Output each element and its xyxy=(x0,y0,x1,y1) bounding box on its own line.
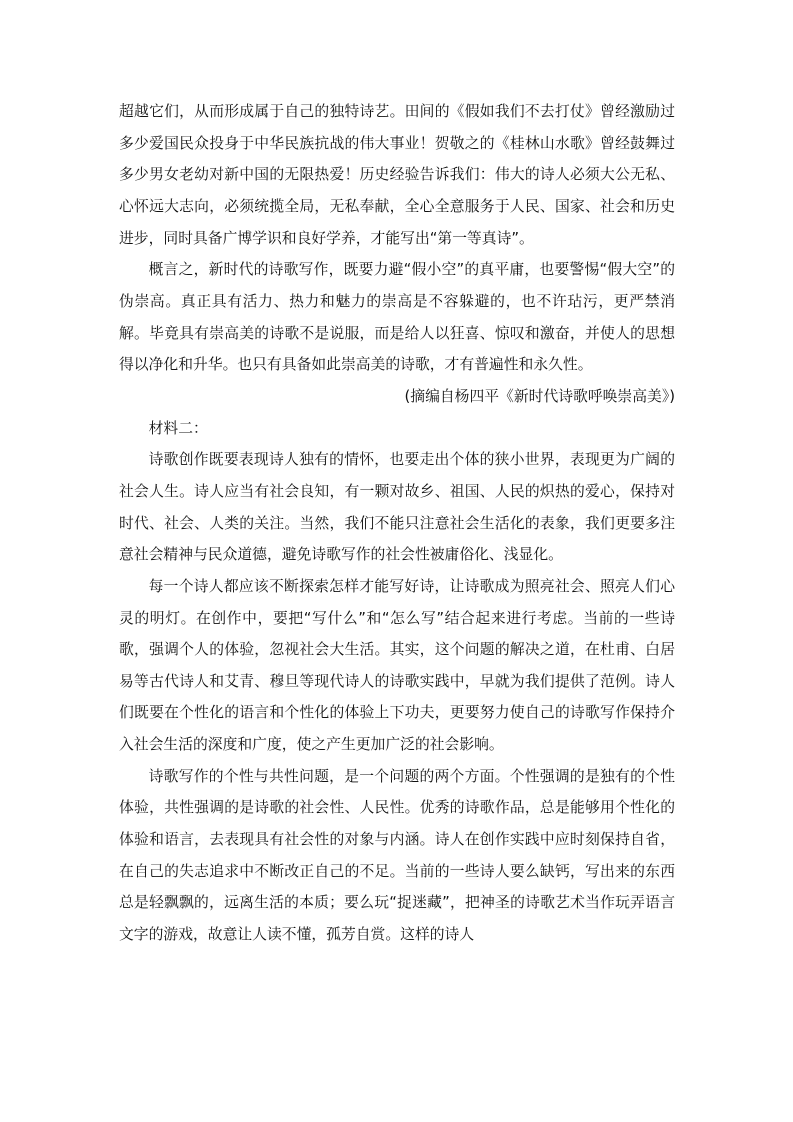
source-citation: (摘编自杨四平《新时代诗歌呼唤崇高美》) xyxy=(404,387,675,405)
material2-paragraph-1: 诗歌创作既要表现诗人独有的情怀，也要走出个体的狭小世界，表现更为广阔的社会人生。诗人应当有社会良知，有一颗对故乡、祖国、人民的炽热的爱心，保持对时代、社会、人类的关注。当然，我们不能只注意社会生活化的表象，我们更要多注意社会精神与民众道德，避免诗歌写作的社会性被庸俗化、浅显化。 xyxy=(119,451,675,564)
material1-paragraph-2: 概言之，新时代的诗歌写作，既要力避“假小空”的真平庸，也要警惕“假大空”的伪崇高。真正具有活力、热力和魅力的崇高是不容躲避的，也不许玷污，更严禁消解。毕竟具有崇高美的诗歌不是说服，而是给人以狂喜、惊叹和激奋，并使人的思想得以净化和升华。也只有具备如此崇高美的诗歌，才有普遍性和永久性。 xyxy=(119,261,675,374)
material1-paragraph-1: 超越它们，从而形成属于自己的独特诗艺。田间的《假如我们不去打仗》曾经激励过多少爱国民众投身于中华民族抗战的伟大事业！贺敬之的《桂林山水歌》曾经鼓舞过多少男女老幼对新中国的无限热爱！历史经验告诉我们：伟大的诗人必须大公无私、心怀远大志向，必须统揽全局，无私奉献，全心全意服务于人民、国家、社会和历史进步，同时具备广博学识和良好学养，才能写出“第一等真诗”。 xyxy=(119,103,675,247)
document-page xyxy=(119,96,675,951)
material2-heading: 材料二： xyxy=(148,419,208,437)
material2-paragraph-2: 每一个诗人都应该不断探索怎样才能写好诗，让诗歌成为照亮社会、照亮人们心灵的明灯。在创作中，要把“写什么”和“怎么写”结合起来进行考虑。当前的一些诗歌，强调个人的体验，忽视社会大生活。其实，这个问题的解决之道，在杜甫、白居易等古代诗人和艾青、穆旦等现代诗人的诗歌实践中，早就为我们提供了范例。诗人们既要在个性化的语言和个性化的体验上下功夫，更要努力使自己的诗歌写作保持介入社会生活的深度和广度，使之产生更加广泛的社会影响。 xyxy=(119,577,675,754)
material2-paragraph-3: 诗歌写作的个性与共性问题，是一个问题的两个方面。个性强调的是独有的个性体验，共性强调的是诗歌的社会性、人民性。优秀的诗歌作品，总是能够用个性化的体验和语言，去表现具有社会性的对象与内涵。诗人在创作实践中应时刻保持自省，在自己的失志追求中不断改正自己的不足。当前的一些诗人要么缺钙，写出来的东西总是轻飘飘的，远离生活的本质；要么玩“捉迷藏”，把神圣的诗歌艺术当作玩弄语言文字的游戏，故意让人读不懂，孤芳自赏。这样的诗人 xyxy=(119,767,675,944)
